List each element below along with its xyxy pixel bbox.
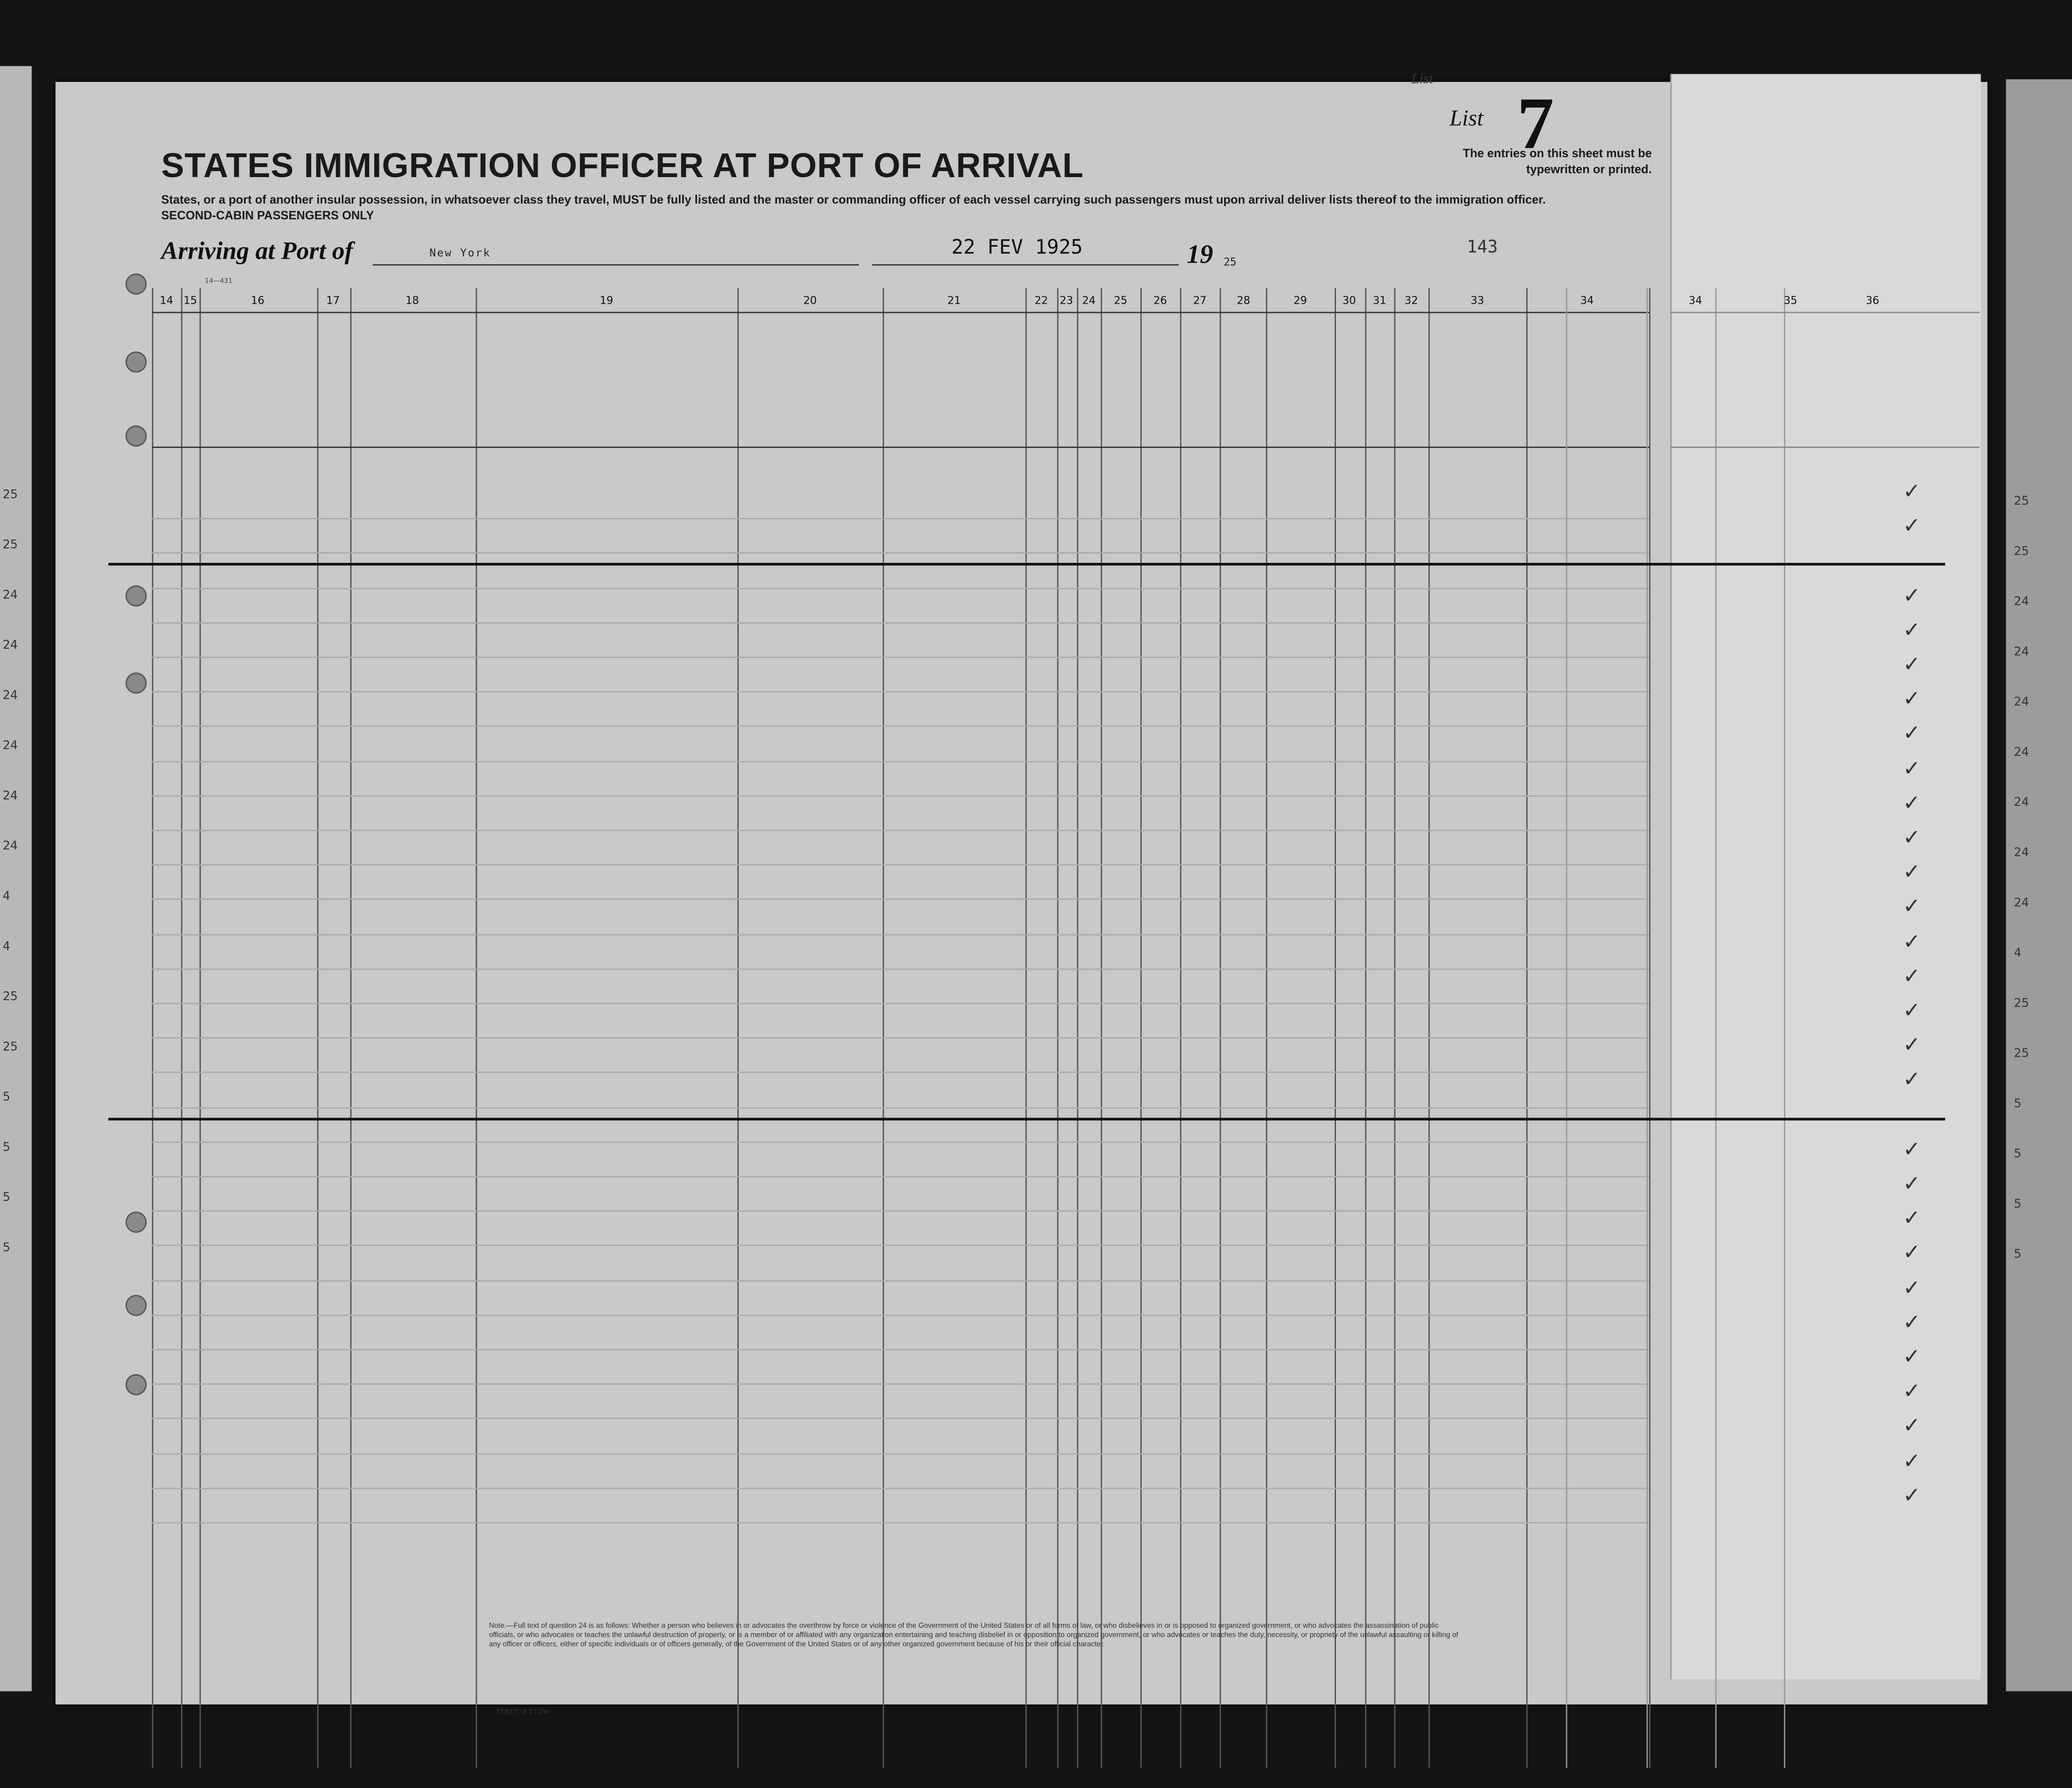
margin-number: 25 (2014, 545, 2029, 559)
list-label: List (1449, 105, 1484, 131)
column-rule (1784, 288, 1785, 1768)
column-rule (1057, 288, 1059, 1768)
row-rule (152, 1107, 1649, 1108)
margin-number: 5 (2014, 1248, 2021, 1262)
column-rule (1101, 288, 1102, 1768)
column-rule (1077, 288, 1078, 1768)
column-number: 34 (1580, 294, 1594, 307)
row-rule (152, 1384, 1649, 1385)
checkmark: ✓ (1903, 1136, 1921, 1162)
column-number: 36 (1866, 294, 1880, 307)
column-rule (1220, 288, 1221, 1768)
checkmark: ✓ (1903, 686, 1921, 711)
margin-number: 4 (2014, 947, 2021, 961)
column-number: 24 (1082, 294, 1096, 307)
row-rule (152, 968, 1649, 970)
column-number: 25 (1113, 294, 1127, 307)
column-number: 19 (600, 294, 614, 307)
margin-number: 25 (2014, 1047, 2029, 1061)
column-number: 33 (1471, 294, 1484, 307)
column-rule (152, 288, 153, 1768)
margin-number: 5 (2, 1091, 11, 1105)
checkmark: ✓ (1903, 963, 1921, 988)
checkmark: ✓ (1903, 755, 1921, 780)
column-rule (1566, 288, 1567, 1768)
margin-number: 4 (2, 940, 11, 954)
margin-number: 24 (2, 639, 18, 653)
column-rule (476, 288, 477, 1768)
date-stamp: 22 FEV 1925 (951, 235, 1083, 259)
row-rule (152, 1072, 1649, 1073)
instructions: The entries on this sheet must be typewritten or printed. (1463, 147, 1652, 176)
column-number: 30 (1342, 294, 1356, 307)
checkmark: ✓ (1903, 1447, 1921, 1473)
checkmark: ✓ (1903, 617, 1921, 642)
visa-overlay-page (1670, 74, 1981, 1679)
margin-number: 24 (2014, 797, 2029, 810)
manifest-table (152, 288, 1649, 1768)
arriving-label: Arriving at Port of (161, 237, 353, 266)
punch-hole (126, 351, 147, 373)
checkmark: ✓ (1903, 1378, 1921, 1404)
row-rule (152, 1280, 1649, 1281)
punch-hole (126, 585, 147, 607)
row-rule (152, 760, 1649, 762)
checkmark: ✓ (1903, 997, 1921, 1023)
checkmark: ✓ (1903, 513, 1921, 538)
checkmark: ✓ (1903, 1413, 1921, 1438)
column-number: 15 (183, 294, 197, 307)
column-number: 28 (1236, 294, 1250, 307)
punch-hole (126, 274, 147, 295)
strikethrough-line (109, 1118, 1945, 1120)
margin-number: 25 (2014, 495, 2029, 509)
checkmark: ✓ (1903, 1032, 1921, 1058)
row-rule (152, 1141, 1649, 1143)
column-number: 22 (1034, 294, 1048, 307)
column-rule (883, 288, 884, 1768)
margin-number: 25 (2014, 997, 2029, 1011)
visa-header-rule (1670, 312, 1980, 313)
row-rule (152, 691, 1649, 693)
margin-number: 24 (2014, 897, 2029, 911)
left-adjacent-page (0, 66, 32, 1691)
column-number: 14 (160, 294, 173, 307)
column-rule (199, 288, 201, 1768)
header-rule (152, 447, 1649, 448)
margin-number: 24 (2, 690, 18, 703)
margin-number: 24 (2014, 746, 2029, 760)
margin-number: 25 (2, 1041, 18, 1054)
checkmark: ✓ (1903, 824, 1921, 850)
row-rule (152, 622, 1649, 624)
margin-number: 5 (2014, 1198, 2021, 1212)
column-rule (1526, 288, 1528, 1768)
column-rule (181, 288, 182, 1768)
punch-hole (126, 1374, 147, 1395)
header-rule (152, 312, 1649, 313)
year-prefix: 19 (1186, 240, 1213, 270)
row-rule (152, 1003, 1649, 1004)
print-code: 3733 T.-3 11-24. (495, 1708, 550, 1717)
column-number: 31 (1373, 294, 1387, 307)
checkmark: ✓ (1903, 790, 1921, 815)
margin-number: 24 (2, 840, 18, 854)
page-title: STATES IMMIGRATION OFFICER AT PORT OF ARRIVAL (161, 145, 1084, 185)
column-number: 26 (1153, 294, 1167, 307)
arriving-underline (373, 264, 859, 266)
checkmark: ✓ (1903, 651, 1921, 677)
column-rule (350, 288, 352, 1768)
column-number: 27 (1193, 294, 1207, 307)
checkmark: ✓ (1903, 582, 1921, 607)
footnote: Note.—Full text of question 24 is as follows: Whether a person who believes in or advocates the overthrow by force or violence of the Government of the United States or of all forms of law, or who disbelieves in or is opposed to organized government, or who advocates the assassination of public officials, or who advocates or teaches the unlawful destruction of property, or is a member of or affiliated with any organization entertaining and teaching disbelief in or opposition to organized government, or who advocates or teaches the duty, necessity, or propriety of the unlawful assaulting or killing of any officer or officers, either of specific individuals or of officers generally, of the Government of the United States or of any other organized government because of his or their official character. (489, 1622, 1458, 1649)
checkmark: ✓ (1903, 1482, 1921, 1507)
row-rule (152, 1245, 1649, 1246)
row-rule (152, 1315, 1649, 1316)
column-number: 17 (326, 294, 340, 307)
column-rule (1428, 288, 1430, 1768)
subheading-second-cabin: SECOND-CABIN PASSENGERS ONLY (161, 209, 374, 222)
row-rule (152, 587, 1649, 589)
row-rule (152, 553, 1649, 554)
subheading: States, or a port of another insular possession, in whatsoever class they travel, MUST be fully listed and the master or commanding officer of each vessel carrying such passengers must upon arrival deliver lists thereof to the immigration officer. (161, 193, 1546, 206)
row-rule (152, 830, 1649, 831)
row-rule (152, 1418, 1649, 1420)
row-rule (152, 726, 1649, 727)
margin-number: 24 (2014, 596, 2029, 609)
row-rule (152, 1488, 1649, 1489)
year-suffix: 25 (1223, 256, 1237, 268)
column-number: 18 (405, 294, 419, 307)
row-rule (152, 1522, 1649, 1524)
row-rule (152, 795, 1649, 797)
column-rule (1266, 288, 1267, 1768)
column-rule (1140, 288, 1142, 1768)
row-rule (152, 864, 1649, 866)
column-rule (1365, 288, 1367, 1768)
punch-hole (126, 672, 147, 694)
checkmark: ✓ (1903, 1343, 1921, 1369)
column-number: 20 (803, 294, 817, 307)
column-rule (1335, 288, 1336, 1768)
margin-number: 25 (2, 489, 18, 502)
column-rule (1180, 288, 1182, 1768)
punch-hole (126, 1295, 147, 1316)
margin-number: 24 (2014, 847, 2029, 861)
checkmark: ✓ (1903, 1274, 1921, 1300)
column-number: 32 (1404, 294, 1418, 307)
column-number: 34 (1688, 294, 1702, 307)
column-number: 23 (1060, 294, 1074, 307)
list-top-label: List (1411, 71, 1433, 88)
row-rule (152, 1037, 1649, 1039)
column-number: 16 (251, 294, 265, 307)
punch-hole (126, 1212, 147, 1233)
column-number: 35 (1784, 294, 1797, 307)
checkmark: ✓ (1903, 928, 1921, 954)
column-rule (1646, 288, 1648, 1768)
list-number: 7 (1517, 83, 1554, 166)
margin-number: 5 (2014, 1098, 2021, 1111)
visa-header-rule (1670, 447, 1980, 448)
row-rule (152, 1453, 1649, 1454)
margin-number: 25 (2, 991, 18, 1004)
margin-number: 25 (2, 539, 18, 553)
punch-hole (126, 426, 147, 447)
column-rule (1715, 288, 1717, 1768)
column-rule (1394, 288, 1395, 1768)
checkmark: ✓ (1903, 721, 1921, 746)
checkmark: ✓ (1903, 1066, 1921, 1092)
margin-number: 4 (2, 890, 11, 904)
strikethrough-line (109, 563, 1945, 566)
column-rule (737, 288, 739, 1768)
column-rule (1025, 288, 1027, 1768)
column-rule (1649, 288, 1650, 1768)
date-underline (872, 264, 1179, 266)
margin-number: 5 (2, 1242, 11, 1256)
row-rule (152, 518, 1649, 520)
margin-number: 24 (2014, 696, 2029, 710)
row-rule (152, 1211, 1649, 1212)
right-adjacent-page (2006, 79, 2072, 1691)
row-rule (152, 1349, 1649, 1350)
stamp-number: 143 (1466, 237, 1498, 258)
margin-number: 5 (2, 1141, 11, 1155)
checkmark: ✓ (1903, 478, 1921, 504)
checkmark: ✓ (1903, 859, 1921, 884)
checkmark: ✓ (1903, 894, 1921, 919)
checkmark: ✓ (1903, 1239, 1921, 1265)
port-of-arrival: New York (429, 247, 491, 259)
checkmark: ✓ (1903, 1170, 1921, 1196)
column-number: 29 (1293, 294, 1307, 307)
margin-number: 24 (2, 790, 18, 804)
form-number: 14—431 (205, 277, 233, 286)
checkmark: ✓ (1903, 1309, 1921, 1335)
row-rule (152, 899, 1649, 900)
row-rule (152, 1176, 1649, 1177)
row-rule (152, 657, 1649, 658)
margin-number: 5 (2014, 1148, 2021, 1162)
margin-number: 24 (2014, 646, 2029, 659)
column-rule (317, 288, 319, 1768)
row-rule (152, 933, 1649, 935)
checkmark: ✓ (1903, 1205, 1921, 1231)
margin-number: 24 (2, 589, 18, 603)
margin-number: 24 (2, 740, 18, 754)
margin-number: 5 (2, 1192, 11, 1205)
column-number: 21 (947, 294, 961, 307)
